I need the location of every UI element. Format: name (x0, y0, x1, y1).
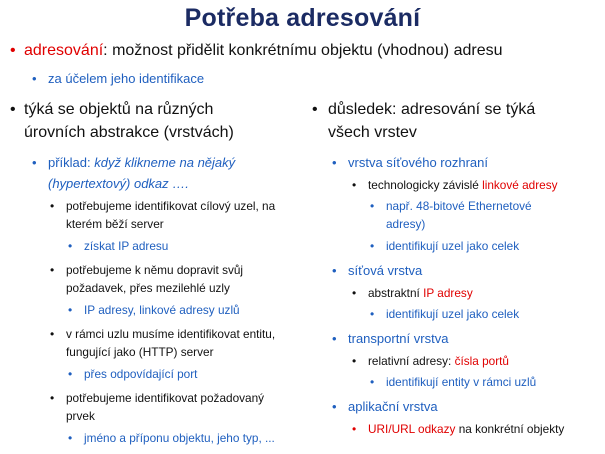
bullet-icon: • (10, 42, 16, 59)
layer-4-item-red: URI/URL odkazy (368, 422, 456, 436)
slide-title: Potřeba adresování (184, 4, 421, 32)
layer-2-title: síťová vrstva (348, 263, 423, 278)
bullet-icon: • (68, 367, 73, 381)
intro-line (24, 42, 503, 60)
bullet-icon: • (332, 331, 337, 346)
bullet-icon: • (68, 303, 73, 317)
left-item-3-line-1: v rámci uzlu musíme identifikovat entitu, (66, 327, 276, 341)
right-heading-2: všech vrstev (328, 124, 417, 141)
bullet-icon: • (68, 239, 73, 253)
layer-3-item (368, 354, 509, 368)
layer-4-title: aplikační vrstva (348, 399, 438, 414)
bullet-icon: • (68, 431, 73, 445)
example-text-2: (hypertextový) odkaz …. (48, 176, 189, 191)
layer-2-item-pre: abstraktní (368, 286, 424, 300)
layer-3-item-red: čísla portů (454, 354, 509, 368)
layer-1-title: vrstva síťového rozhraní (348, 155, 488, 170)
layer-1-sub-1-line-2: adresy) (386, 217, 426, 231)
left-item-4-sub: jméno a příponu objektu, jeho typ, ... (84, 431, 275, 445)
layer-2-sub: identifikují uzel jako celek (386, 307, 520, 321)
left-item-2-line-2: požadavek, přes mezilehlé uzly (66, 281, 230, 295)
intro-term: adresování (24, 42, 104, 59)
layer-2-item-red: IP adresy (423, 286, 473, 300)
example-label: příklad: (48, 155, 91, 170)
layer-1-item-pre: technologicky závislé (368, 178, 483, 192)
intro-sub: za účelem jeho identifikace (48, 71, 205, 86)
left-item-2-line-1: potřebujeme k němu dopravit svůj (66, 263, 244, 277)
left-item-4-line-1: potřebujeme identifikovat požadovaný (66, 391, 265, 405)
layer-1-sub-2: identifikují uzel jako celek (386, 239, 520, 253)
bullet-icon: • (370, 239, 375, 253)
left-heading-1: týká se objektů na různých (24, 101, 214, 118)
bullet-icon: • (50, 327, 55, 341)
layer-3-item-pre: relativní adresy: (368, 354, 455, 368)
left-item-3-line-2: fungující jako (HTTP) server (66, 345, 214, 359)
left-item-1-line-2: kterém běží server (66, 217, 164, 231)
layer-1-sub-1-line-1: např. 48-bitové Ethernetové (386, 199, 532, 213)
bullet-icon: • (32, 155, 37, 170)
left-item-4-line-2: prvek (66, 409, 95, 423)
left-item-2-sub: IP adresy, linkové adresy uzlů (84, 303, 240, 317)
bullet-icon: • (10, 101, 16, 118)
left-heading-2: úrovních abstrakce (vrstvách) (24, 124, 234, 141)
example-text-1: když klikneme na nějaký (90, 155, 236, 170)
bullet-icon: • (332, 263, 337, 278)
bullet-icon: • (352, 286, 357, 300)
bullet-icon: • (370, 375, 375, 389)
bullet-icon: • (352, 422, 357, 436)
layer-3-sub: identifikují entity v rámci uzlů (386, 375, 537, 389)
left-item-1-sub: získat IP adresu (84, 239, 169, 253)
example-line-1 (48, 155, 235, 170)
bullet-icon: • (352, 178, 357, 192)
bullet-icon: • (312, 101, 318, 118)
bullet-icon: • (32, 71, 37, 86)
right-heading-1: důsledek: adresování se týká (328, 101, 536, 118)
left-item-1-line-1: potřebujeme identifikovat cílový uzel, na (66, 199, 276, 213)
layer-1-item-red: linkové adresy (482, 178, 558, 192)
intro-rest: : možnost přidělit konkrétnímu objektu (vhodnou) adresu (103, 42, 503, 59)
layer-3-title: transportní vrstva (348, 331, 449, 346)
layer-4-item (368, 422, 564, 436)
layer-4-item-post: na konkrétní objekty (455, 422, 565, 436)
left-item-3-sub: přes odpovídající port (84, 367, 198, 381)
bullet-icon: • (370, 307, 375, 321)
layer-2-item (368, 286, 473, 300)
bullet-icon: • (50, 391, 55, 405)
bullet-icon: • (370, 199, 375, 213)
bullet-icon: • (352, 354, 357, 368)
bullet-icon: • (50, 263, 55, 277)
layer-1-item (368, 178, 558, 192)
bullet-icon: • (332, 155, 337, 170)
bullet-icon: • (50, 199, 55, 213)
bullet-icon: • (332, 399, 337, 414)
